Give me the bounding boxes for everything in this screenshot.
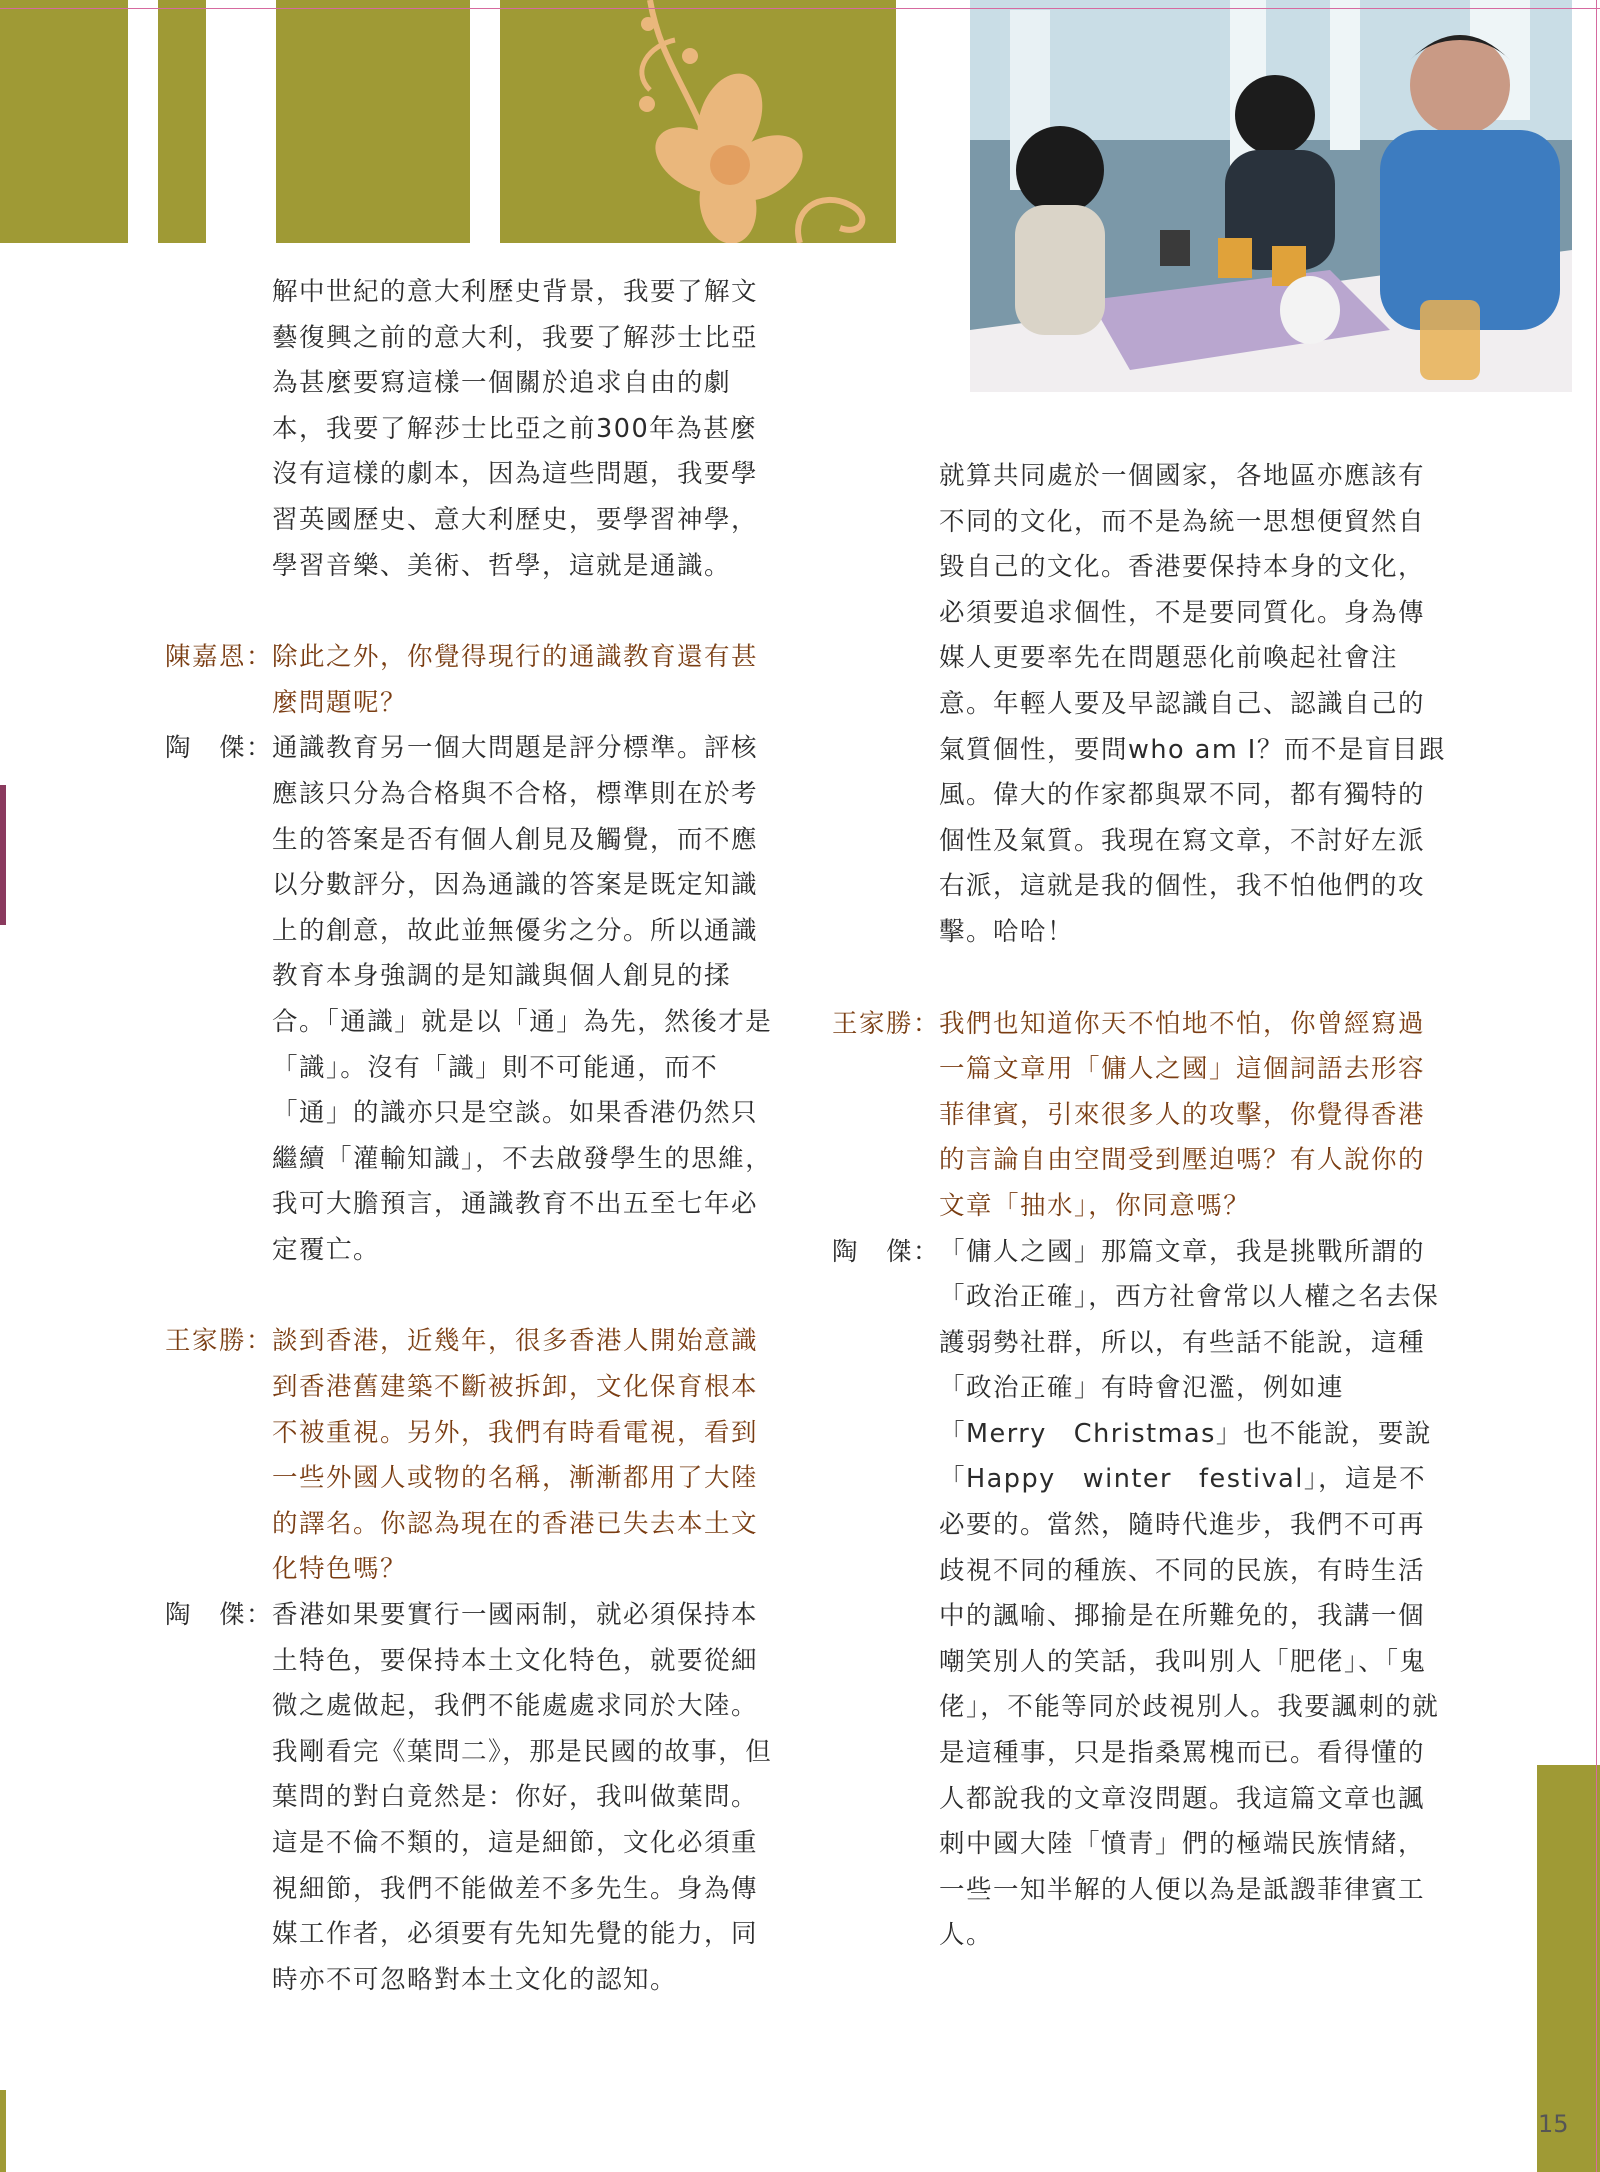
header-bar-3 <box>276 0 470 243</box>
page-number: 15 <box>1538 2110 1569 2138</box>
continued-answer-row <box>832 454 1448 956</box>
header-bar-2 <box>158 0 206 243</box>
question-2 <box>165 1319 775 1593</box>
left-edge-strip-2 <box>0 2090 6 2172</box>
speaker-label: 王家勝： <box>165 1326 274 1357</box>
answer-text: 通識教育另一個大問題是評分標準。評核應該只分為合格與不合格，標準則在於考生的答案是否有個人創見及觸覺，而不應以分數評分，因為通識的答案是既定知識上的創意，故此並無優劣之分。所以通識教育本身強調的是知識與個人創見的揉合。「通識」就是以「通」為先，然後才是「識」。沒有「識」則不可能通，而不「通」的識亦只是空談。如果香港仍然只繼續「灌輸知識」，不去啟發學生的思維，我可大膽預言，通識教育不出五至七年必定覆亡。 <box>272 733 773 1265</box>
answer-1 <box>165 726 775 1273</box>
question-text: 除此之外，你覺得現行的通識教育還有甚麼問題呢？ <box>272 642 759 718</box>
answer-text: 「傭人之國」那篇文章，我是挑戰所謂的「政治正確」，西方社會常以人權之名去保護弱勢社群，所以，有些話不能說，這種「政治正確」有時會氾濫，例如連「Merry Christmas」也不能說，要說「Happy winter festival」，這是不必要的。當然，隨時代進步，我們不可再歧視不同的種族、不同的民族，有時生活中的諷喻、揶揄是在所難免的，我講一個嘲笑別人的笑話，我叫別人「肥佬」、「鬼佬」，不能等同於歧視別人。我要諷刺的就是這種事，只是指桑罵槐而已。看得懂的人都說我的文章沒問題。我這篇文章也諷刺中國大陸「憤青」們的極端民族情緒，一些一知半解的人便以為是詆譭菲律賓工人。 <box>939 1236 1440 1951</box>
header-bar-1 <box>0 0 128 243</box>
answer-text: 香港如果要實行一國兩制，就必須保持本土特色，要保持本土文化特色，就要從細微之處做起，我們不能處處求同於大陸。我剛看完《葉問二》，那是民國的故事，但葉問的對白竟然是：你好，我叫做葉問。這是不倫不類的，這是細節，文化必須重視細節，我們不能做差不多先生。身為傳媒工作者，必須要有先知先覺的能力，同時亦不可忽略對本土文化的認知。 <box>272 1600 773 1995</box>
left-column <box>165 270 775 2003</box>
intro-paragraph: 解中世紀的意大利歷史背景，我要了解文藝復興之前的意大利，我要了解莎士比亞為甚麼要寫這樣一個關於追求自由的劇本，我要了解莎士比亞之前300年為甚麼沒有這樣的劇本，因為這些問題，我要學習英國歷史、意大利歷史，要學習神學，學習音樂、美術、哲學，這就是通識。 <box>272 277 759 581</box>
intro-paragraph-row <box>165 270 775 589</box>
header-bar-4 <box>500 0 896 243</box>
continued-answer: 就算共同處於一個國家，各地區亦應該有不同的文化，而不是為統一思想便貿然自毀自己的文化。香港要保持本身的文化，必須要追求個性，不是要同質化。身為傳媒人更要率先在問題惡化前喚起社會注意。年輕人要及早認識自己、認識自己的氣質個性，要問who am I？而不是盲目跟風。偉大的作家都與眾不同，都有獨特的個性及氣質。我現在寫文章，不討好左派右派，這就是我的個性，我不怕他們的攻擊。哈哈！ <box>939 461 1446 947</box>
answer-3 <box>832 1230 1448 1960</box>
crop-mark-right <box>1596 0 1597 2172</box>
speaker-label: 陶 傑： <box>832 1236 941 1267</box>
flower-ornament <box>500 0 896 243</box>
question-text: 我們也知道你天不怕地不怕，你曾經寫過一篇文章用「傭人之國」這個詞語去形容菲律賓，引來很多人的攻擊，你覺得香港的言論自由空間受到壓迫嗎？有人說你的文章「抽水」，你同意嗎？ <box>939 1008 1426 1221</box>
speaker-label: 陶 傑： <box>165 1600 274 1631</box>
question-1 <box>165 635 775 726</box>
question-text: 談到香港，近幾年，很多香港人開始意識到香港舊建築不斷被拆卸，文化保育根本不被重視。另外，我們有時看電視，看到一些外國人或物的名稱，漸漸都用了大陸的譯名。你認為現在的香港已失去本土文化特色嗎？ <box>272 1326 759 1585</box>
question-3 <box>832 1002 1448 1230</box>
speaker-label: 陳嘉恩： <box>165 642 274 673</box>
left-edge-strip-1 <box>0 785 6 925</box>
answer-2 <box>165 1593 775 2003</box>
interview-photo <box>970 0 1572 392</box>
right-column <box>832 454 1448 1959</box>
crop-mark-top <box>0 8 1600 9</box>
speaker-label: 王家勝： <box>832 1008 941 1039</box>
speaker-label: 陶 傑： <box>165 733 274 764</box>
